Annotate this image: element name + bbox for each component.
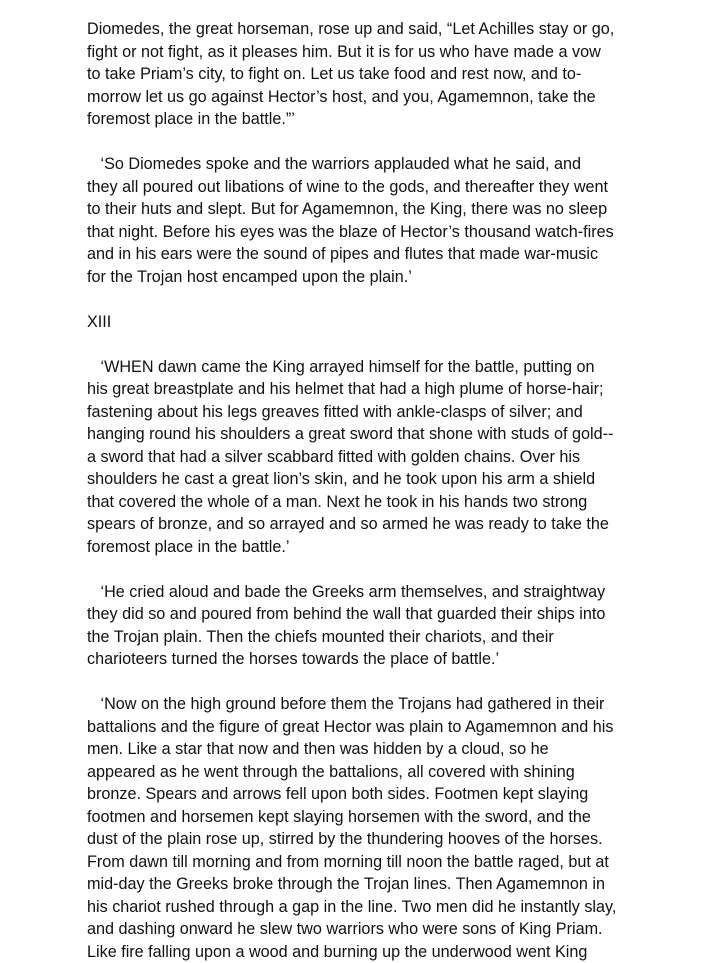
text-line: men. Like a star that now and then was hidden by a cloud, so he — [87, 738, 643, 761]
text-line: hanging round his shoulders a great sword that shone with studs of gold-- — [87, 423, 643, 446]
text-line: that night. Before his eyes was the blaze of Hector’s thousand watch-fires — [87, 221, 643, 244]
paragraph-spacer — [87, 558, 643, 581]
text-line: to take Priam’s city, to fight on. Let us take food and rest now, and to- — [87, 63, 643, 86]
paragraph-p4 — [87, 581, 643, 671]
text-line: fastening about his legs greaves fitted with ankle-clasps of silver; and — [87, 401, 643, 424]
text-line: mid-day the Greeks broke through the Trojan lines. Then Agamemnon in — [87, 873, 643, 896]
text-line: for the Trojan host encamped upon the plain.’ — [87, 266, 643, 289]
paragraph-spacer — [87, 333, 643, 356]
paragraph-p5 — [87, 693, 643, 963]
text-line: battalions and the figure of great Hector was plain to Agamemnon and his — [87, 716, 643, 739]
text-line: his great breastplate and his helmet that had a high plume of horse-hair; — [87, 378, 643, 401]
document-page — [87, 18, 643, 963]
text-line: that covered the whole of a man. Next he took in his hands two strong — [87, 491, 643, 514]
text-line: they all poured out libations of wine to the gods, and thereafter they went — [87, 176, 643, 199]
text-line: dust of the plain rose up, stirred by the thundering hooves of the horses. — [87, 828, 643, 851]
text-line: to their huts and slept. But for Agamemnon, the King, there was no sleep — [87, 198, 643, 221]
text-line: and in his ears were the sound of pipes and flutes that made war-music — [87, 243, 643, 266]
text-line: Like fire falling upon a wood and burning up the underwood went King — [87, 941, 643, 963]
text-line: From dawn till morning and from morning till noon the battle raged, but at — [87, 851, 643, 874]
text-line: a sword that had a silver scabbard fitted with golden chains. Over his — [87, 446, 643, 469]
text-line: fight or not fight, as it pleases him. But it is for us who have made a vow — [87, 41, 643, 64]
text-line: foremost place in the battle.’ — [87, 536, 643, 559]
text-line: appeared as he went through the battalions, all covered with shining — [87, 761, 643, 784]
text-line: charioteers turned the horses towards the place of battle.’ — [87, 648, 643, 671]
text-line: shoulders he cast a great lion’s skin, and he took upon his arm a shield — [87, 468, 643, 491]
chapter-heading — [87, 311, 643, 334]
paragraph-spacer — [87, 131, 643, 154]
text-line: morrow let us go against Hector’s host, and you, Agamemnon, take the — [87, 86, 643, 109]
text-line: ‘He cried aloud and bade the Greeks arm themselves, and straightway — [87, 581, 643, 604]
paragraph-spacer — [87, 288, 643, 311]
text-line: the Trojan plain. Then the chiefs mounted their chariots, and their — [87, 626, 643, 649]
text-line: Diomedes, the great horseman, rose up and said, “Let Achilles stay or go, — [87, 18, 643, 41]
text-line: ‘WHEN dawn came the King arrayed himself for the battle, putting on — [87, 356, 643, 379]
chapter-heading-text: XIII — [87, 311, 643, 334]
text-line: his chariot rushed through a gap in the line. Two men did he instantly slay, — [87, 896, 643, 919]
text-line: they did so and poured from behind the wall that guarded their ships into — [87, 603, 643, 626]
text-line: ‘So Diomedes spoke and the warriors applauded what he said, and — [87, 153, 643, 176]
text-line: foremost place in the battle.”’ — [87, 108, 643, 131]
text-line: footmen and horsemen kept slaying horsemen with the sword, and the — [87, 806, 643, 829]
text-line: ‘Now on the high ground before them the Trojans had gathered in their — [87, 693, 643, 716]
text-line: and dashing onward he slew two warriors who were sons of King Priam. — [87, 918, 643, 941]
paragraph-p3 — [87, 356, 643, 559]
text-line: spears of bronze, and so arrayed and so armed he was ready to take the — [87, 513, 643, 536]
text-line: bronze. Spears and arrows fell upon both sides. Footmen kept slaying — [87, 783, 643, 806]
paragraph-spacer — [87, 671, 643, 694]
paragraph-p1 — [87, 18, 643, 131]
paragraph-p2 — [87, 153, 643, 288]
